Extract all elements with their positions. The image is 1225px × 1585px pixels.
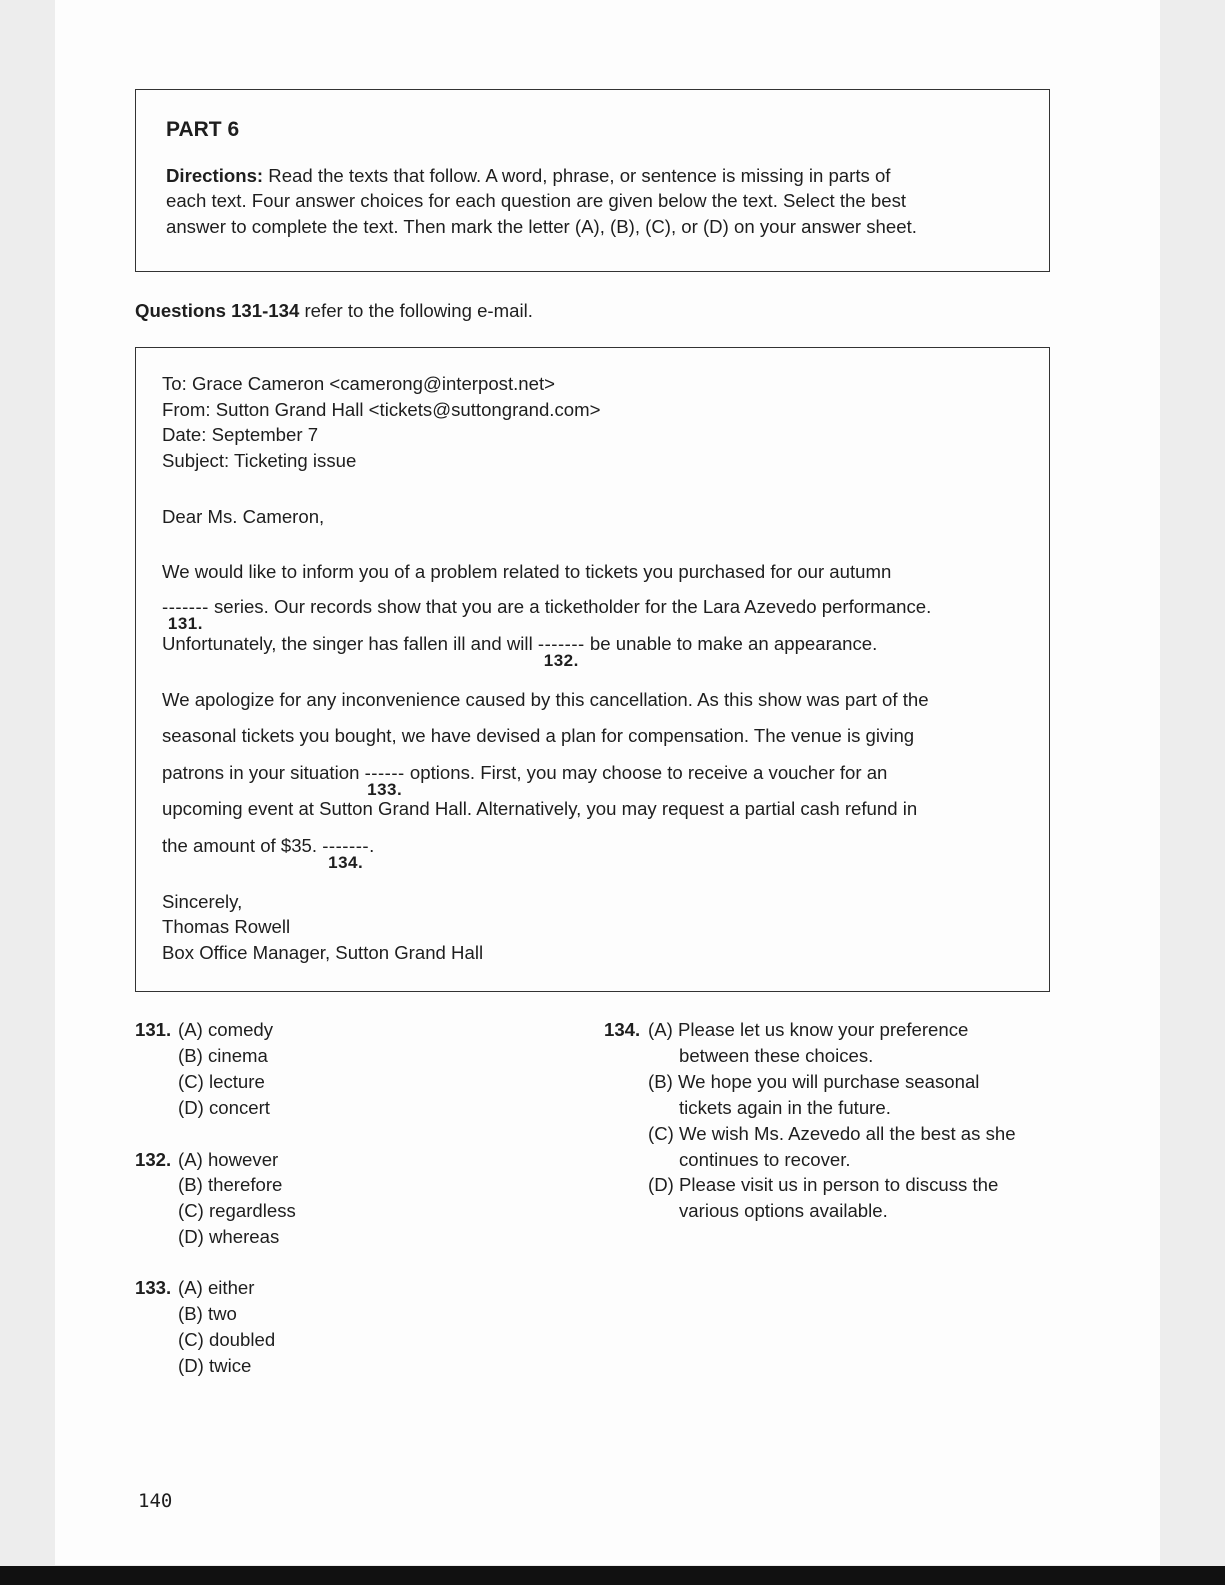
answer-option[interactable]: (C) doubled xyxy=(178,1329,276,1350)
directions-line-3: answer to complete the text. Then mark the letter (A), (B), (C), or (D) on your answer sheet. xyxy=(166,216,917,237)
answer-option[interactable]: (D) Please visit us in person to discuss the xyxy=(648,1174,999,1195)
email-greeting: Dear Ms. Cameron, xyxy=(162,506,325,527)
email-line: ------- 131. series. Our records show that you are a ticketholder for the Lara Azevedo performance. xyxy=(162,596,932,633)
answer-option[interactable]: (C) We wish Ms. Azevedo all the best as she xyxy=(648,1123,1016,1144)
blank-132: ------- 132. xyxy=(537,633,585,670)
email-line: We would like to inform you of a problem related to tickets you purchased for our autumn xyxy=(162,561,892,582)
part-title: PART 6 xyxy=(166,118,240,141)
email-line: Unfortunately, the singer has fallen ill and will ------- 132. be unable to make an appearance. xyxy=(162,633,878,670)
email-line: We apologize for any inconvenience caused by this cancellation. As this show was part of the xyxy=(162,689,929,710)
question-number: 131. xyxy=(135,1019,172,1040)
email-subject: Subject: Ticketing issue xyxy=(162,450,357,471)
email-line: upcoming event at Sutton Grand Hall. Alternatively, you may request a partial cash refund in xyxy=(162,798,918,819)
email-signature: Thomas Rowell xyxy=(162,916,291,937)
answer-option[interactable]: (A) comedy xyxy=(178,1019,274,1040)
email-from: From: Sutton Grand Hall <tickets@suttongrand.com> xyxy=(162,399,601,420)
answer-option[interactable]: (D) concert xyxy=(178,1097,270,1118)
answer-option[interactable]: (B) therefore xyxy=(178,1174,283,1195)
question-number: 133. xyxy=(135,1277,172,1298)
question-number: 132. xyxy=(135,1149,172,1170)
answer-option[interactable]: (B) cinema xyxy=(178,1045,268,1066)
question-number: 134. xyxy=(604,1019,641,1040)
email-line: seasonal tickets you bought, we have devised a plan for compensation. The venue is giving xyxy=(162,725,915,746)
answer-option-cont[interactable]: continues to recover. xyxy=(679,1149,851,1170)
answer-option[interactable]: (B) We hope you will purchase seasonal xyxy=(648,1071,980,1092)
scan-edge xyxy=(0,1566,1225,1585)
answer-option[interactable]: (D) whereas xyxy=(178,1226,280,1247)
email-line: patrons in your situation ------ 133. options. First, you may choose to receive a voucher for an xyxy=(162,762,888,799)
answer-option[interactable]: (D) twice xyxy=(178,1355,252,1376)
answer-option[interactable]: (C) lecture xyxy=(178,1071,265,1092)
questions-intro: Questions 131-134 refer to the following e-mail. xyxy=(135,300,533,321)
directions-line-2: each text. Four answer choices for each question are given below the text. Select the best xyxy=(166,190,907,211)
answer-option-cont[interactable]: between these choices. xyxy=(679,1045,874,1066)
blank-133: ------ 133. xyxy=(364,762,405,799)
directions-line-1: Directions: Read the texts that follow. A word, phrase, or sentence is missing in parts of xyxy=(166,165,891,186)
blank-131: ------- 131. xyxy=(162,596,209,633)
answer-option[interactable]: (A) however xyxy=(178,1149,279,1170)
answer-option[interactable]: (A) either xyxy=(178,1277,255,1298)
answer-option-cont[interactable]: tickets again in the future. xyxy=(679,1097,891,1118)
email-to: To: Grace Cameron <camerong@interpost.net> xyxy=(162,373,556,394)
answer-option[interactable]: (A) Please let us know your preference xyxy=(648,1019,969,1040)
email-line: the amount of $35. ------- 134. . xyxy=(162,835,375,872)
email-date: Date: September 7 xyxy=(162,424,319,445)
answer-option-cont[interactable]: various options available. xyxy=(679,1200,888,1221)
email-closing: Sincerely, xyxy=(162,891,243,912)
answer-option[interactable]: (C) regardless xyxy=(178,1200,296,1221)
answer-option[interactable]: (B) two xyxy=(178,1303,237,1324)
blank-134: ------- 134. xyxy=(322,835,370,872)
page-number: 140 xyxy=(138,1490,173,1512)
email-signature-title: Box Office Manager, Sutton Grand Hall xyxy=(162,942,484,963)
